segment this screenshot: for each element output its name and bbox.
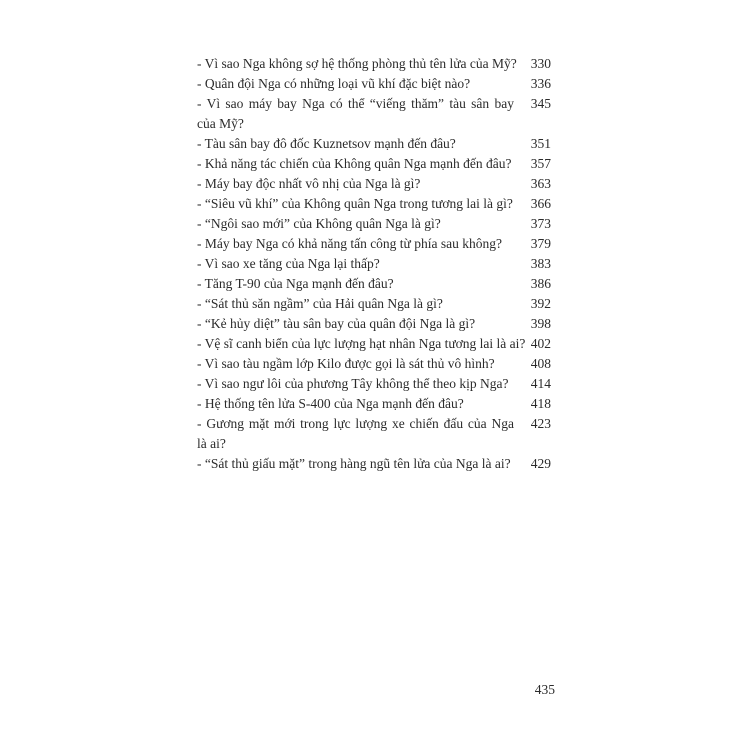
toc-entry-page-number: 345 (530, 96, 551, 111)
toc-entry (197, 274, 551, 294)
toc-entry (197, 314, 551, 334)
toc-entry-page-number: 429 (530, 456, 551, 471)
toc-entry (197, 214, 551, 234)
toc-entry (197, 414, 551, 454)
toc-entry (197, 394, 551, 414)
toc-entry (197, 154, 551, 174)
toc-entry (197, 254, 551, 274)
toc-entry-title: - Hệ thống tên lửa S-400 của Nga mạnh đến đâu? (197, 396, 464, 411)
toc-entry-title-line2: của Mỹ? (197, 116, 244, 131)
page-number-footer: 435 (534, 682, 555, 697)
toc-entry-page-number: 383 (530, 256, 551, 271)
toc-entry-page-number: 408 (530, 356, 551, 371)
toc-entry-title-line1: - Vì sao máy bay Nga có thể “viếng thăm” tàu sân bay (197, 96, 514, 111)
toc-entry-title (197, 414, 514, 454)
toc-entry-page-number: 402 (530, 336, 551, 351)
toc-entry (197, 354, 551, 374)
toc-entry-title: - “Kẻ hủy diệt” tàu sân bay của quân đội Nga là gì? (197, 316, 476, 331)
toc-entry-title: - Vệ sĩ canh biển của lực lượng hạt nhân Nga tương lai là ai? (197, 336, 526, 351)
toc-entry-title: - Máy bay độc nhất vô nhị của Nga là gì? (197, 176, 421, 191)
toc-entry-page-number: 336 (530, 76, 551, 91)
toc-entry-title (197, 94, 514, 134)
toc-entry-title: - Khả năng tác chiến của Không quân Nga mạnh đến đâu? (197, 156, 512, 171)
toc-entry-page-number: 351 (530, 136, 551, 151)
toc-entry (197, 454, 551, 474)
toc-entry-page-number: 379 (530, 236, 551, 251)
toc-entry-title: - “Sát thủ giấu mặt” trong hàng ngũ tên lửa của Nga là ai? (197, 456, 511, 471)
toc-entry (197, 134, 551, 154)
toc-entry-title: - Vì sao Nga không sợ hệ thống phòng thủ tên lửa của Mỹ? (197, 56, 517, 71)
toc-entry-page-number: 392 (530, 296, 551, 311)
toc-entry (197, 234, 551, 254)
toc-list (197, 54, 551, 474)
toc-entry-title: - “Ngôi sao mới” của Không quân Nga là gì? (197, 216, 441, 231)
toc-entry-title: - “Sát thủ săn ngầm” của Hải quân Nga là gì? (197, 296, 443, 311)
toc-entry-page-number: 363 (530, 176, 551, 191)
toc-entry-page-number: 418 (530, 396, 551, 411)
toc-entry (197, 194, 551, 214)
toc-entry-page-number: 366 (530, 196, 551, 211)
toc-entry (197, 334, 551, 354)
toc-entry-title: - Quân đội Nga có những loại vũ khí đặc biệt nào? (197, 76, 471, 91)
toc-entry-page-number: 414 (530, 376, 551, 391)
toc-entry (197, 94, 551, 134)
toc-entry-page-number: 398 (530, 316, 551, 331)
toc-entry-title-line1: - Gương mặt mới trong lực lượng xe chiến đấu của Nga (197, 416, 514, 431)
toc-entry-page-number: 373 (530, 216, 551, 231)
toc-entry (197, 54, 551, 74)
toc-entry-title: - “Siêu vũ khí” của Không quân Nga trong tương lai là gì? (197, 196, 513, 211)
toc-entry (197, 74, 551, 94)
toc-entry-page-number: 423 (530, 416, 551, 431)
toc-entry-title-line2: là ai? (197, 436, 226, 451)
toc-entry-title: - Vì sao xe tăng của Nga lại thấp? (197, 256, 380, 271)
toc-entry-title: - Máy bay Nga có khả năng tấn công từ phía sau không? (197, 236, 502, 251)
toc-entry-title: - Vì sao tàu ngầm lớp Kilo được gọi là sát thủ vô hình? (197, 356, 495, 371)
toc-entry-page-number: 330 (530, 56, 551, 71)
toc-entry (197, 294, 551, 314)
toc-entry-page-number: 386 (530, 276, 551, 291)
toc-entry-title: - Tăng T-90 của Nga mạnh đến đâu? (197, 276, 394, 291)
toc-entry-title: - Vì sao ngư lôi của phương Tây không thể theo kịp Nga? (197, 376, 509, 391)
toc-entry (197, 174, 551, 194)
toc-entry-title: - Tàu sân bay đô đốc Kuznetsov mạnh đến đâu? (197, 136, 456, 151)
toc-entry (197, 374, 551, 394)
toc-entry-page-number: 357 (530, 156, 551, 171)
